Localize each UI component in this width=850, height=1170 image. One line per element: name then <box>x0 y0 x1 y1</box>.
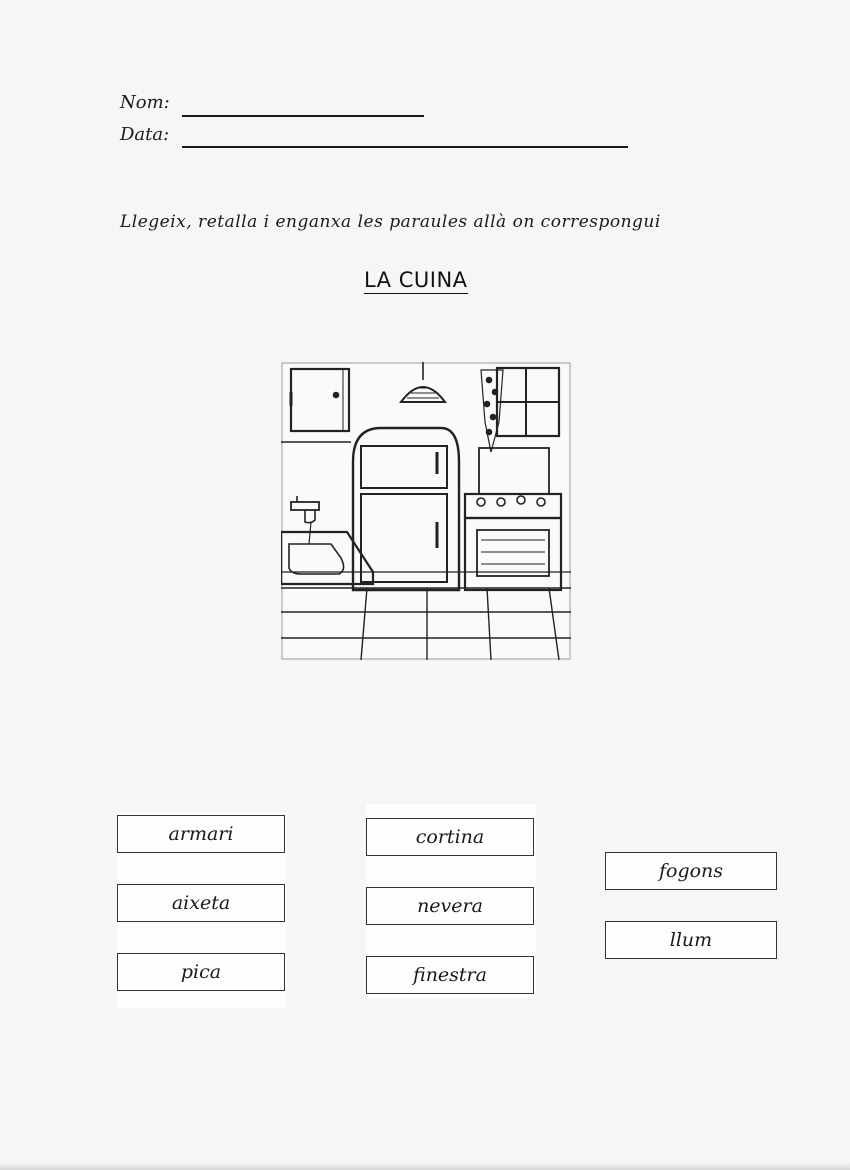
word-card-llum[interactable]: llum <box>605 921 777 959</box>
date-label: Data: <box>120 124 170 145</box>
kitchen-illustration <box>281 362 571 660</box>
page-edge-shadow <box>0 1162 850 1170</box>
word-card-aixeta[interactable]: aixeta <box>117 884 285 922</box>
word-card-finestra[interactable]: finestra <box>366 956 534 994</box>
word-card-pica[interactable]: pica <box>117 953 285 991</box>
word-card-nevera[interactable]: nevera <box>366 887 534 925</box>
page-title: LA CUINA <box>364 268 468 292</box>
name-line <box>182 115 424 117</box>
kitchen-drawing <box>281 362 571 660</box>
word-card-armari[interactable]: armari <box>117 815 285 853</box>
word-card-cortina[interactable]: cortina <box>366 818 534 856</box>
instruction-text: Llegeix, retalla i enganxa les paraules allà on correspongui <box>120 212 661 232</box>
date-line <box>182 146 628 148</box>
word-card-fogons[interactable]: fogons <box>605 852 777 890</box>
name-label: Nom: <box>120 92 170 113</box>
